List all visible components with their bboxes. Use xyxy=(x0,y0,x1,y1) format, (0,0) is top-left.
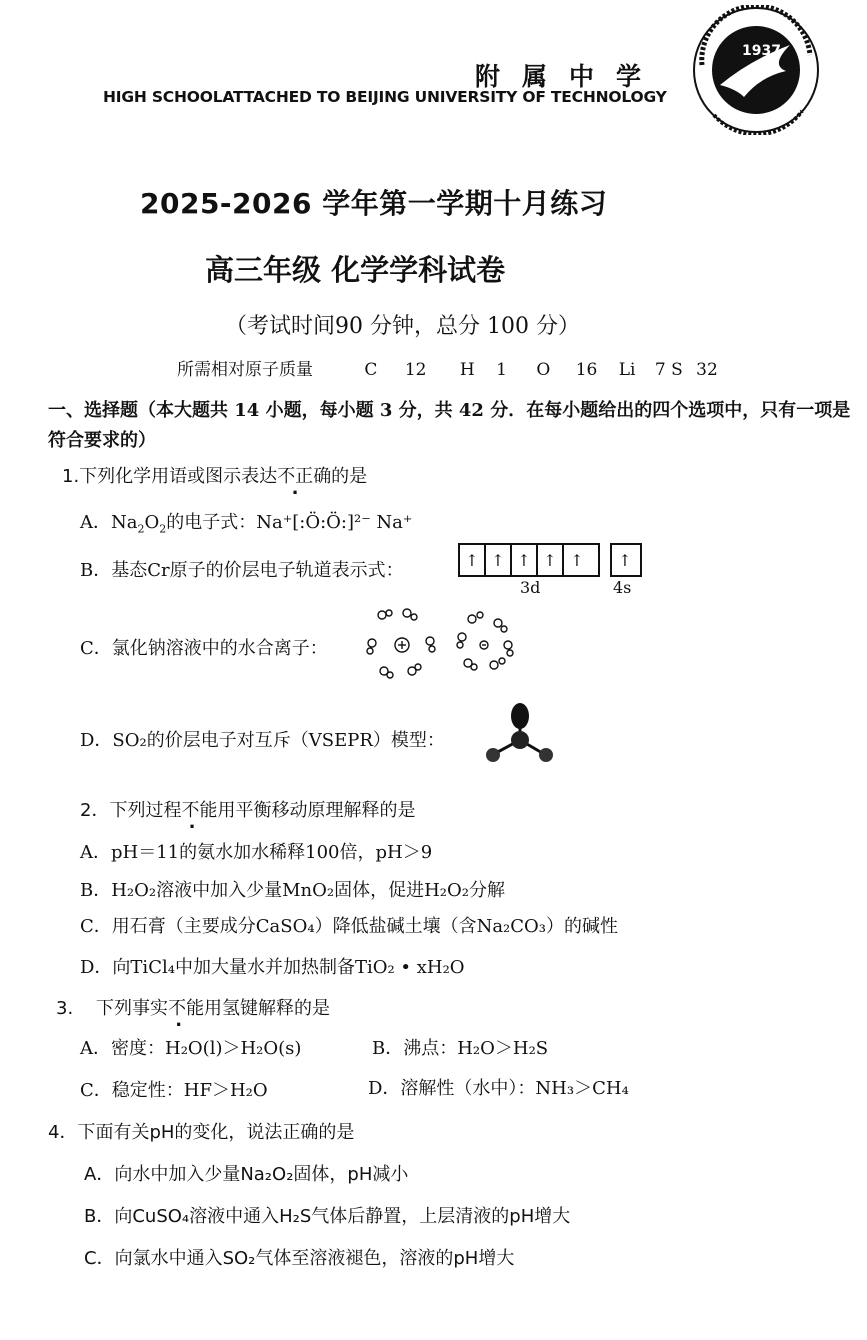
q4-option-a: A．向水中加入少量Na₂O₂固体，pH减小 xyxy=(84,1164,409,1185)
q1-option-a-text: 的电子式： xyxy=(166,512,257,533)
question-3-text-end: 能用氢键解释的是 xyxy=(186,998,331,1019)
atomic-mass-item: 16 xyxy=(575,360,598,380)
q1-option-d: D．SO₂的价层电子对互斥（VSEPR）模型： xyxy=(80,730,445,751)
question-3-stem xyxy=(56,994,330,1020)
question-3-emphasis: 不 xyxy=(168,998,187,1019)
question-1-emphasis: 不正 xyxy=(277,466,314,487)
q2-option-b: B．H₂O₂溶液中加入少量MnO₂固体，促进H₂O₂分解 xyxy=(80,880,505,901)
q1-option-c: C．氯化钠溶液中的水合离子： xyxy=(80,638,328,659)
question-2-stem xyxy=(80,796,415,822)
q4-option-b: B．向CuSO₄溶液中通入H₂S气体后静置，上层清液的pH增大 xyxy=(84,1206,571,1227)
q1-option-a-label: A．Na xyxy=(80,512,138,533)
atomic-mass-label: 所需相对原子质量 xyxy=(177,360,313,380)
q1-option-a: A．$Na_2O_2$的电子式：Na⁺[:Ö:Ö:]²⁻ Na⁺ xyxy=(80,512,413,536)
school-name-en: HIGH SCHOOLATTACHED TO BEIJING UNIVERSITY OF TECHNOLOGY xyxy=(103,88,667,106)
exam-subtitle: 高三年级 化学学科试卷 xyxy=(205,253,506,287)
orbital-3d-boxes xyxy=(458,543,600,577)
school-name-cn: 附属中学 xyxy=(475,62,664,91)
orbital-box: ↑ xyxy=(538,545,564,575)
q3-option-c: C．稳定性：HF＞H₂O xyxy=(80,1080,268,1101)
question-3-text: 3. 下列事实 xyxy=(56,998,169,1019)
question-4-stem: 4．下面有关pH的变化，说法正确的是 xyxy=(48,1122,355,1143)
atomic-mass-item: 32 xyxy=(696,360,718,380)
atomic-mass-item: 7 S xyxy=(654,360,683,380)
q4-option-c: C．向氯水中通入SO₂气体至溶液褪色，溶液的pH增大 xyxy=(84,1248,515,1269)
atomic-mass-item: O xyxy=(536,360,551,380)
question-2-text-end: 能用平衡移动原理解释的是 xyxy=(199,800,416,821)
orbital-box: ↑ xyxy=(570,550,584,570)
q1-option-b: B．基态Cr原子的价层电子轨道表示式： xyxy=(80,560,404,581)
school-seal-icon xyxy=(690,5,822,135)
svg-text:1937: 1937 xyxy=(742,43,781,59)
atomic-mass-item: H xyxy=(459,360,475,380)
exam-info: （考试时间90 分钟，总分 100 分） xyxy=(225,314,580,339)
orbital-box: ↑ xyxy=(512,545,538,575)
atomic-mass-item: Li xyxy=(618,360,636,380)
orbital-box: ↑ xyxy=(618,550,632,570)
q3-option-d: D．溶解性（水中）：NH₃＞CH₄ xyxy=(368,1078,629,1099)
question-1-text-end: 确的是 xyxy=(313,466,368,487)
q2-option-d: D．向TiCl₄中加大量水并加热制备TiO₂ • xH₂O xyxy=(80,957,465,978)
orbital-3d-label: 3d xyxy=(520,578,541,597)
orbital-4s-box xyxy=(610,543,642,577)
hydrated-ions-diagram xyxy=(362,605,522,685)
exam-title: 2025-2026 学年第一学期十月练习 xyxy=(140,187,608,220)
atomic-mass-item: C xyxy=(364,360,378,380)
q1-option-a-formula: Na⁺[:Ö:Ö:]²⁻ Na⁺ xyxy=(256,512,413,533)
orbital-box: ↑ xyxy=(460,545,486,575)
atomic-mass-item: 12 xyxy=(404,360,427,380)
section-heading: 一、选择题（本大题共 14 小题，每小题 3 分，共 42 分．在每小题给出的四个选项中，只有一项是符合要求的） xyxy=(48,400,851,451)
q2-option-c: C．用石膏（主要成分CaSO₄）降低盐碱土壤（含Na₂CO₃）的碱性 xyxy=(80,916,619,937)
question-1-text: 1.下列化学用语或图示表达 xyxy=(62,466,278,487)
q3-option-b: B．沸点：H₂O＞H₂S xyxy=(372,1038,549,1059)
atomic-mass-item: 1 xyxy=(496,360,507,380)
orbital-4s-label: 4s xyxy=(613,578,632,597)
orbital-box: ↑ xyxy=(486,545,512,575)
vsepr-model-diagram xyxy=(484,702,556,766)
q3-option-a: A．密度：H₂O(l)＞H₂O(s) xyxy=(80,1038,302,1059)
question-2-text: 2．下列过程 xyxy=(80,800,182,821)
question-1-stem xyxy=(62,462,367,488)
question-2-emphasis: 不 xyxy=(181,800,200,821)
q2-option-a: A．pH＝11的氨水加水稀释100倍，pH＞9 xyxy=(80,842,433,863)
atomic-mass-line xyxy=(177,355,718,380)
